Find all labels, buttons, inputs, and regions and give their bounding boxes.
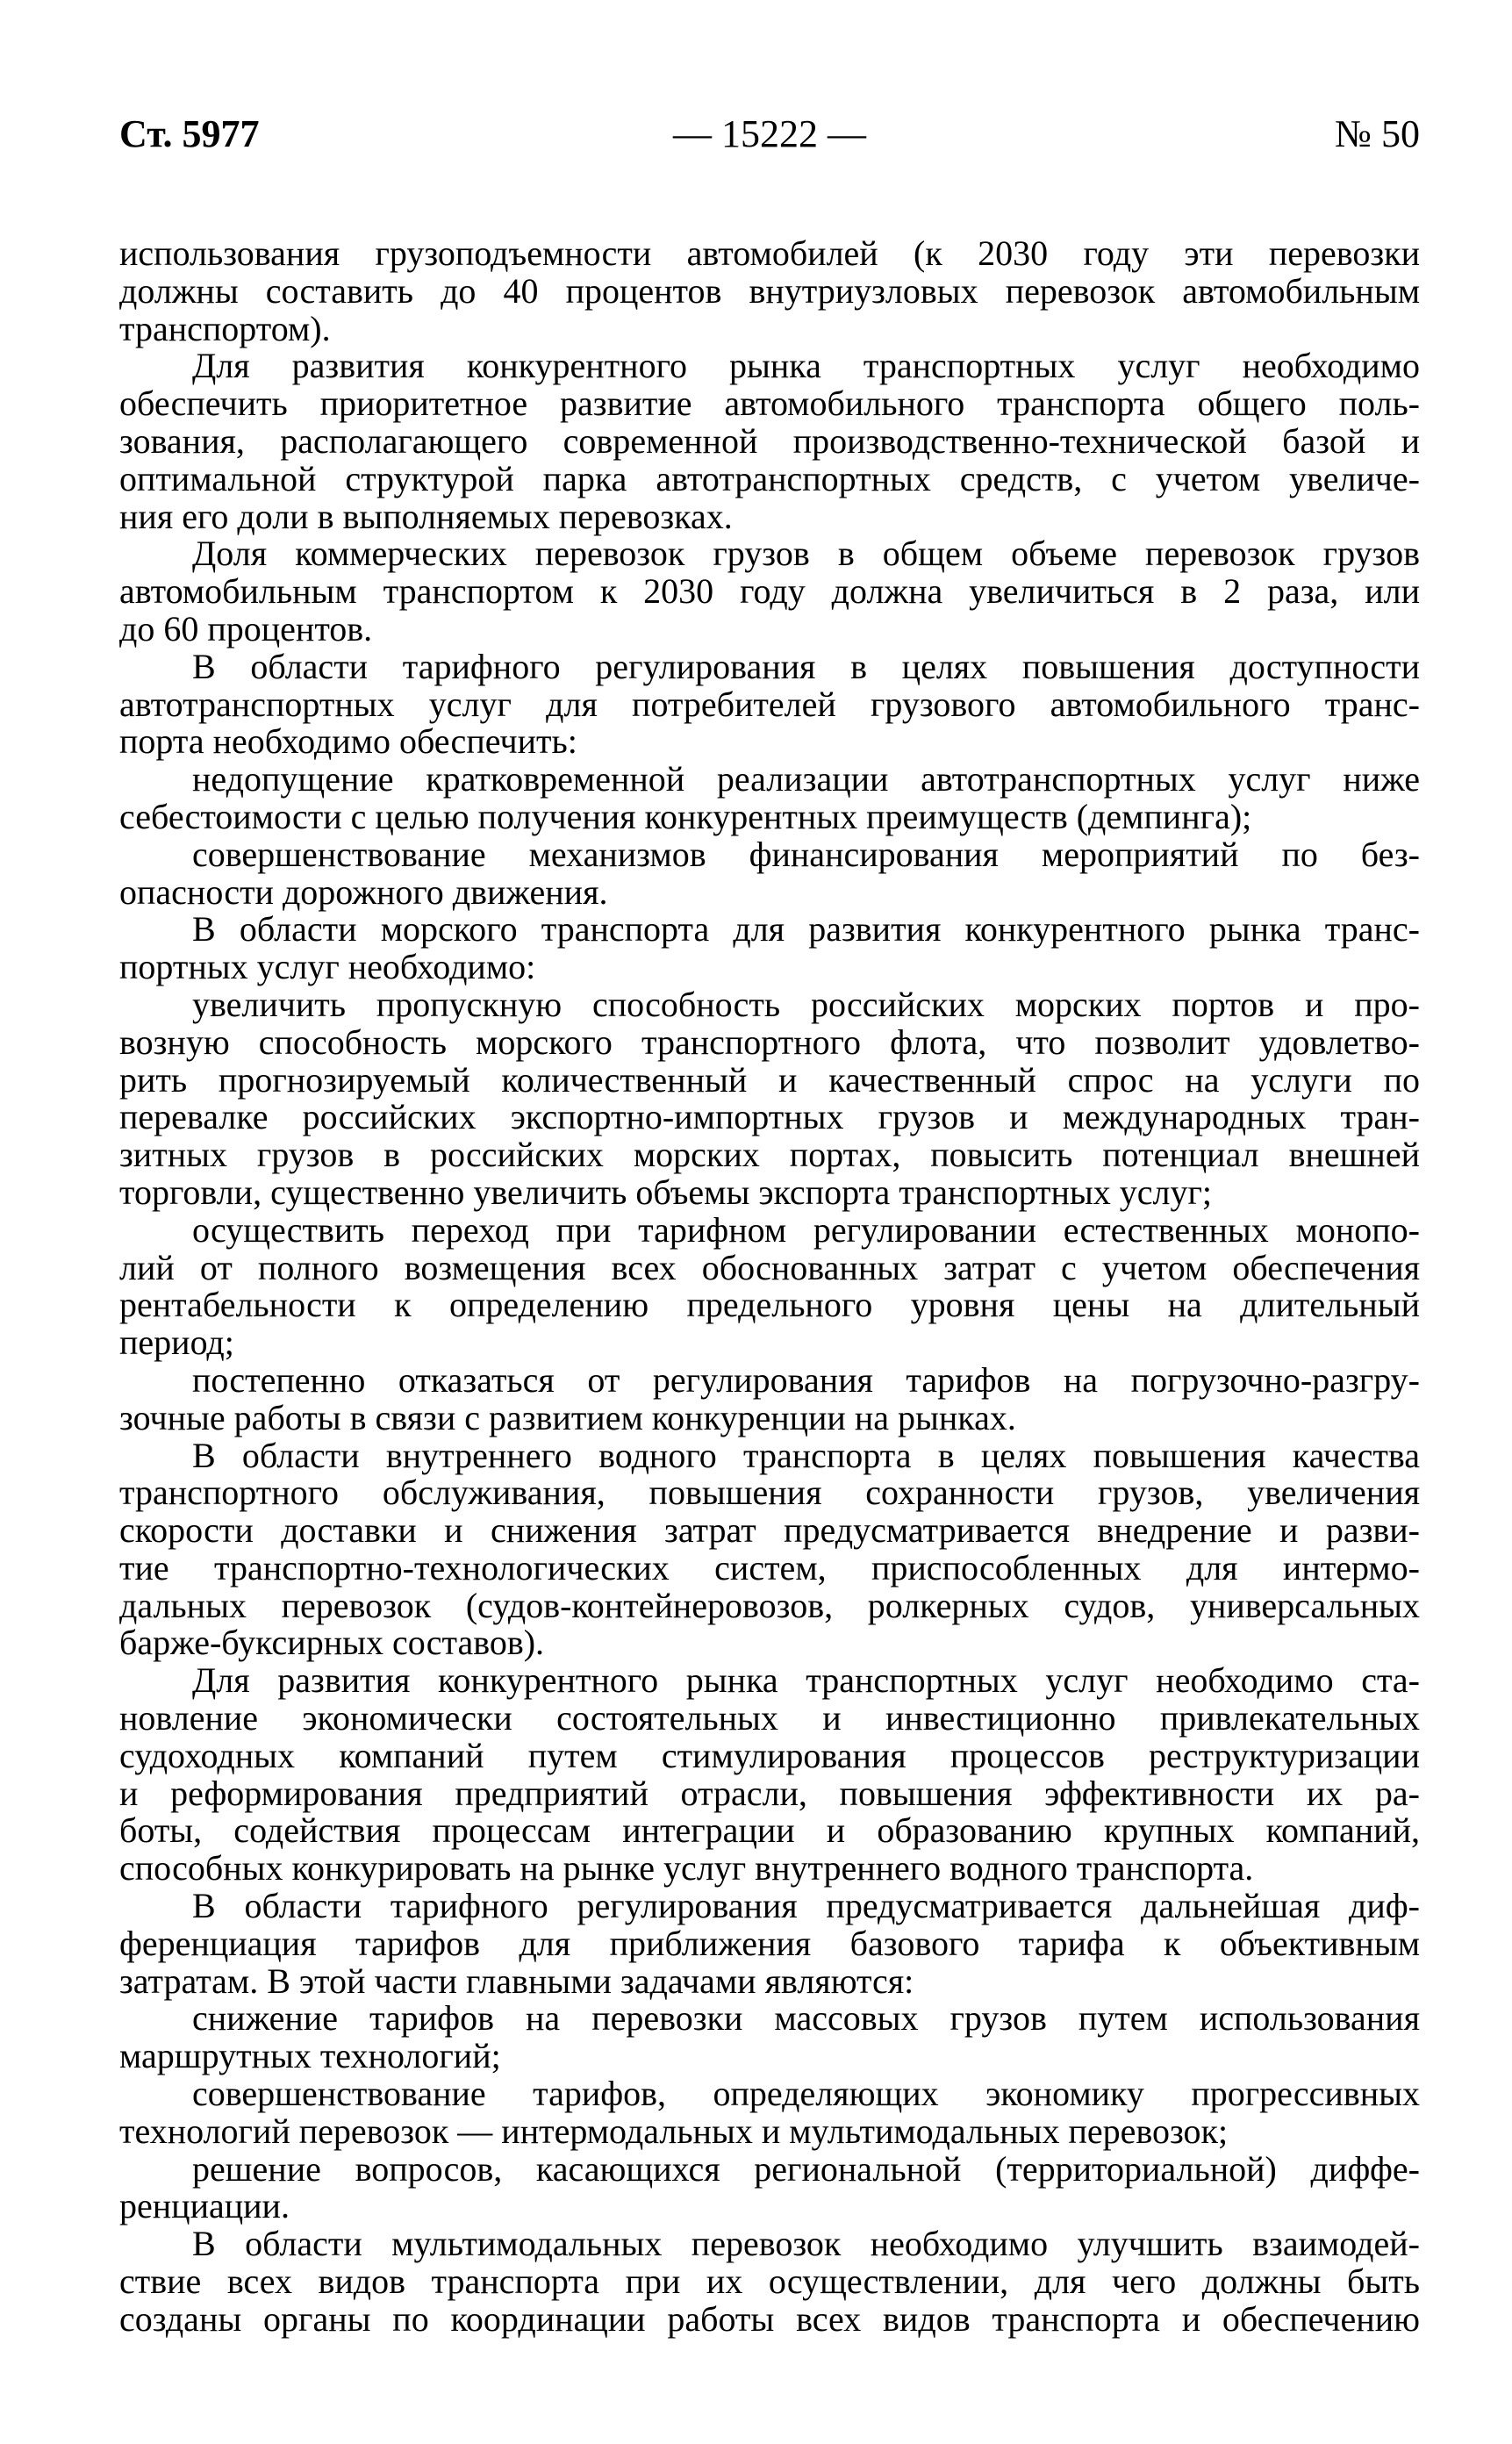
text-line: порта необходимо обеспечить: (119, 721, 577, 762)
text-line: созданы органы по координации работы всех видов транспорта и обеспечению (119, 2298, 1420, 2339)
text-line: скорости доставки и снижения затрат предусматривается внедрение и разви- (119, 1510, 1420, 1551)
text-line: тие транспортно-технологических систем, приспособленных для интермо- (119, 1547, 1420, 1588)
text-line: Для развития конкурентного рынка транспортных услуг необходимо (192, 346, 1420, 386)
text-line: зочные работы в связи с развитием конкуренции на рынках. (119, 1397, 1016, 1437)
text-line: новление экономически состоятельных и инвестиционно привлекательных (119, 1698, 1420, 1738)
page-number: — 15222 — (673, 112, 866, 155)
document-body (119, 235, 1420, 2339)
text-line: и реформирования предприятий отрасли, повышения эффективности их ра- (119, 1773, 1420, 1813)
text-line: маршрутных технологий; (119, 2036, 501, 2076)
text-line: ния его доли в выполняемых перевозках. (119, 496, 733, 536)
article-number: Ст. 5977 (119, 112, 260, 155)
text-line: увеличить пропускную способность российских морских портов и про- (192, 984, 1420, 1024)
issue-number: № 50 (1335, 112, 1420, 155)
text-line: барже-буксирных составов). (119, 1623, 545, 1663)
text-line: осуществить переход при тарифном регулировании естественных монопо- (192, 1209, 1420, 1250)
text-line: автотранспортных услуг для потребителей грузового автомобильного транс- (119, 684, 1420, 724)
text-line: транспортного обслуживания, повышения сохранности грузов, увеличения (119, 1473, 1420, 1513)
text-line: В области тарифного регулирования предусматривается дальнейшая диф- (192, 1886, 1420, 1926)
text-line: лий от полного возмещения всех обоснованных затрат с учетом обеспечения (119, 1247, 1420, 1287)
text-line: должны составить до 40 процентов внутриузловых перевозок автомобильным (119, 270, 1420, 311)
text-line: автомобильным транспортом к 2030 году должна увеличиться в 2 раза, или (119, 571, 1420, 612)
text-line: перевалке российских экспортно-импортных грузов и международных тран- (119, 1097, 1420, 1137)
text-line: зования, располагающего современной производственно-технической базой и (119, 420, 1420, 461)
text-line: период; (119, 1322, 234, 1363)
text-line: совершенствование тарифов, определяющих экономику прогрессивных (192, 2074, 1420, 2114)
text-line: судоходных компаний путем стимулирования процессов реструктуризации (119, 1735, 1420, 1775)
text-line: В области мультимодальных перевозок необходимо улучшить взаимодей- (192, 2224, 1420, 2264)
text-line: боты, содействия процессам интеграции и образованию крупных компаний, (119, 1810, 1420, 1851)
text-line: себестоимости с целью получения конкурентных преимуществ (демпинга); (119, 796, 1252, 836)
text-line: снижение тарифов на перевозки массовых грузов путем использования (192, 1998, 1420, 2039)
text-line: постепенно отказаться от регулирования тарифов на погрузочно-разгру- (192, 1359, 1420, 1400)
text-line: технологий перевозок — интермодальных и мультимодальных перевозок; (119, 2111, 1229, 2151)
text-line: В области тарифного регулирования в целях повышения доступности (192, 646, 1420, 686)
text-line: опасности дорожного движения. (119, 871, 608, 912)
text-line: ствие всех видов транспорта при их осуществлении, для чего должны быть (119, 2261, 1420, 2302)
text-line: решение вопросов, касающихся региональной (территориальной) диффе- (192, 2148, 1420, 2189)
text-line: до 60 процентов. (119, 608, 373, 649)
text-line: В области морского транспорта для развития конкурентного рынка транс- (192, 909, 1420, 950)
text-line: возную способность морского транспортного флота, что позволит удовлетво- (119, 1021, 1420, 1062)
text-line: рентабельности к определению предельного уровня цены на длительный (119, 1285, 1420, 1325)
text-line: В области внутреннего водного транспорта в целях повышения качества (192, 1435, 1420, 1475)
page-header (119, 112, 1420, 156)
text-line: совершенствование механизмов финансирования мероприятий по без- (192, 834, 1420, 874)
text-line: дальных перевозок (судов-контейнеровозов, ролкерных судов, универсальных (119, 1585, 1420, 1625)
text-line: Доля коммерческих перевозок грузов в общем объеме перевозок грузов (192, 534, 1420, 574)
text-line: Для развития конкурентного рынка транспортных услуг необходимо ста- (192, 1660, 1420, 1701)
text-line: рить прогнозируемый количественный и качественный спрос на услуги по (119, 1059, 1420, 1100)
text-line: использования грузоподъемности автомобилей (к 2030 году эти перевозки (119, 233, 1420, 273)
text-line: зитных грузов в российских морских портах, повысить потенциал внешней (119, 1135, 1420, 1175)
text-line: ренциации. (119, 2186, 290, 2226)
text-line: транспортом). (119, 308, 331, 348)
text-line: способных конкурировать на рынке услуг внутреннего водного транспорта. (119, 1848, 1254, 1889)
text-line: портных услуг необходимо: (119, 947, 536, 987)
text-line: оптимальной структурой парка автотранспортных средств, с учетом увеличе- (119, 458, 1420, 498)
text-line: обеспечить приоритетное развитие автомобильного транспорта общего поль- (119, 383, 1420, 424)
text-line: недопущение кратковременной реализации автотранспортных услуг ниже (192, 759, 1420, 799)
text-line: затратам. В этой части главными задачами являются: (119, 1960, 914, 2001)
text-line: ференциация тарифов для приближения базового тарифа к объективным (119, 1923, 1420, 1963)
text-line: торговли, существенно увеличить объемы экспорта транспортных услуг; (119, 1172, 1213, 1212)
